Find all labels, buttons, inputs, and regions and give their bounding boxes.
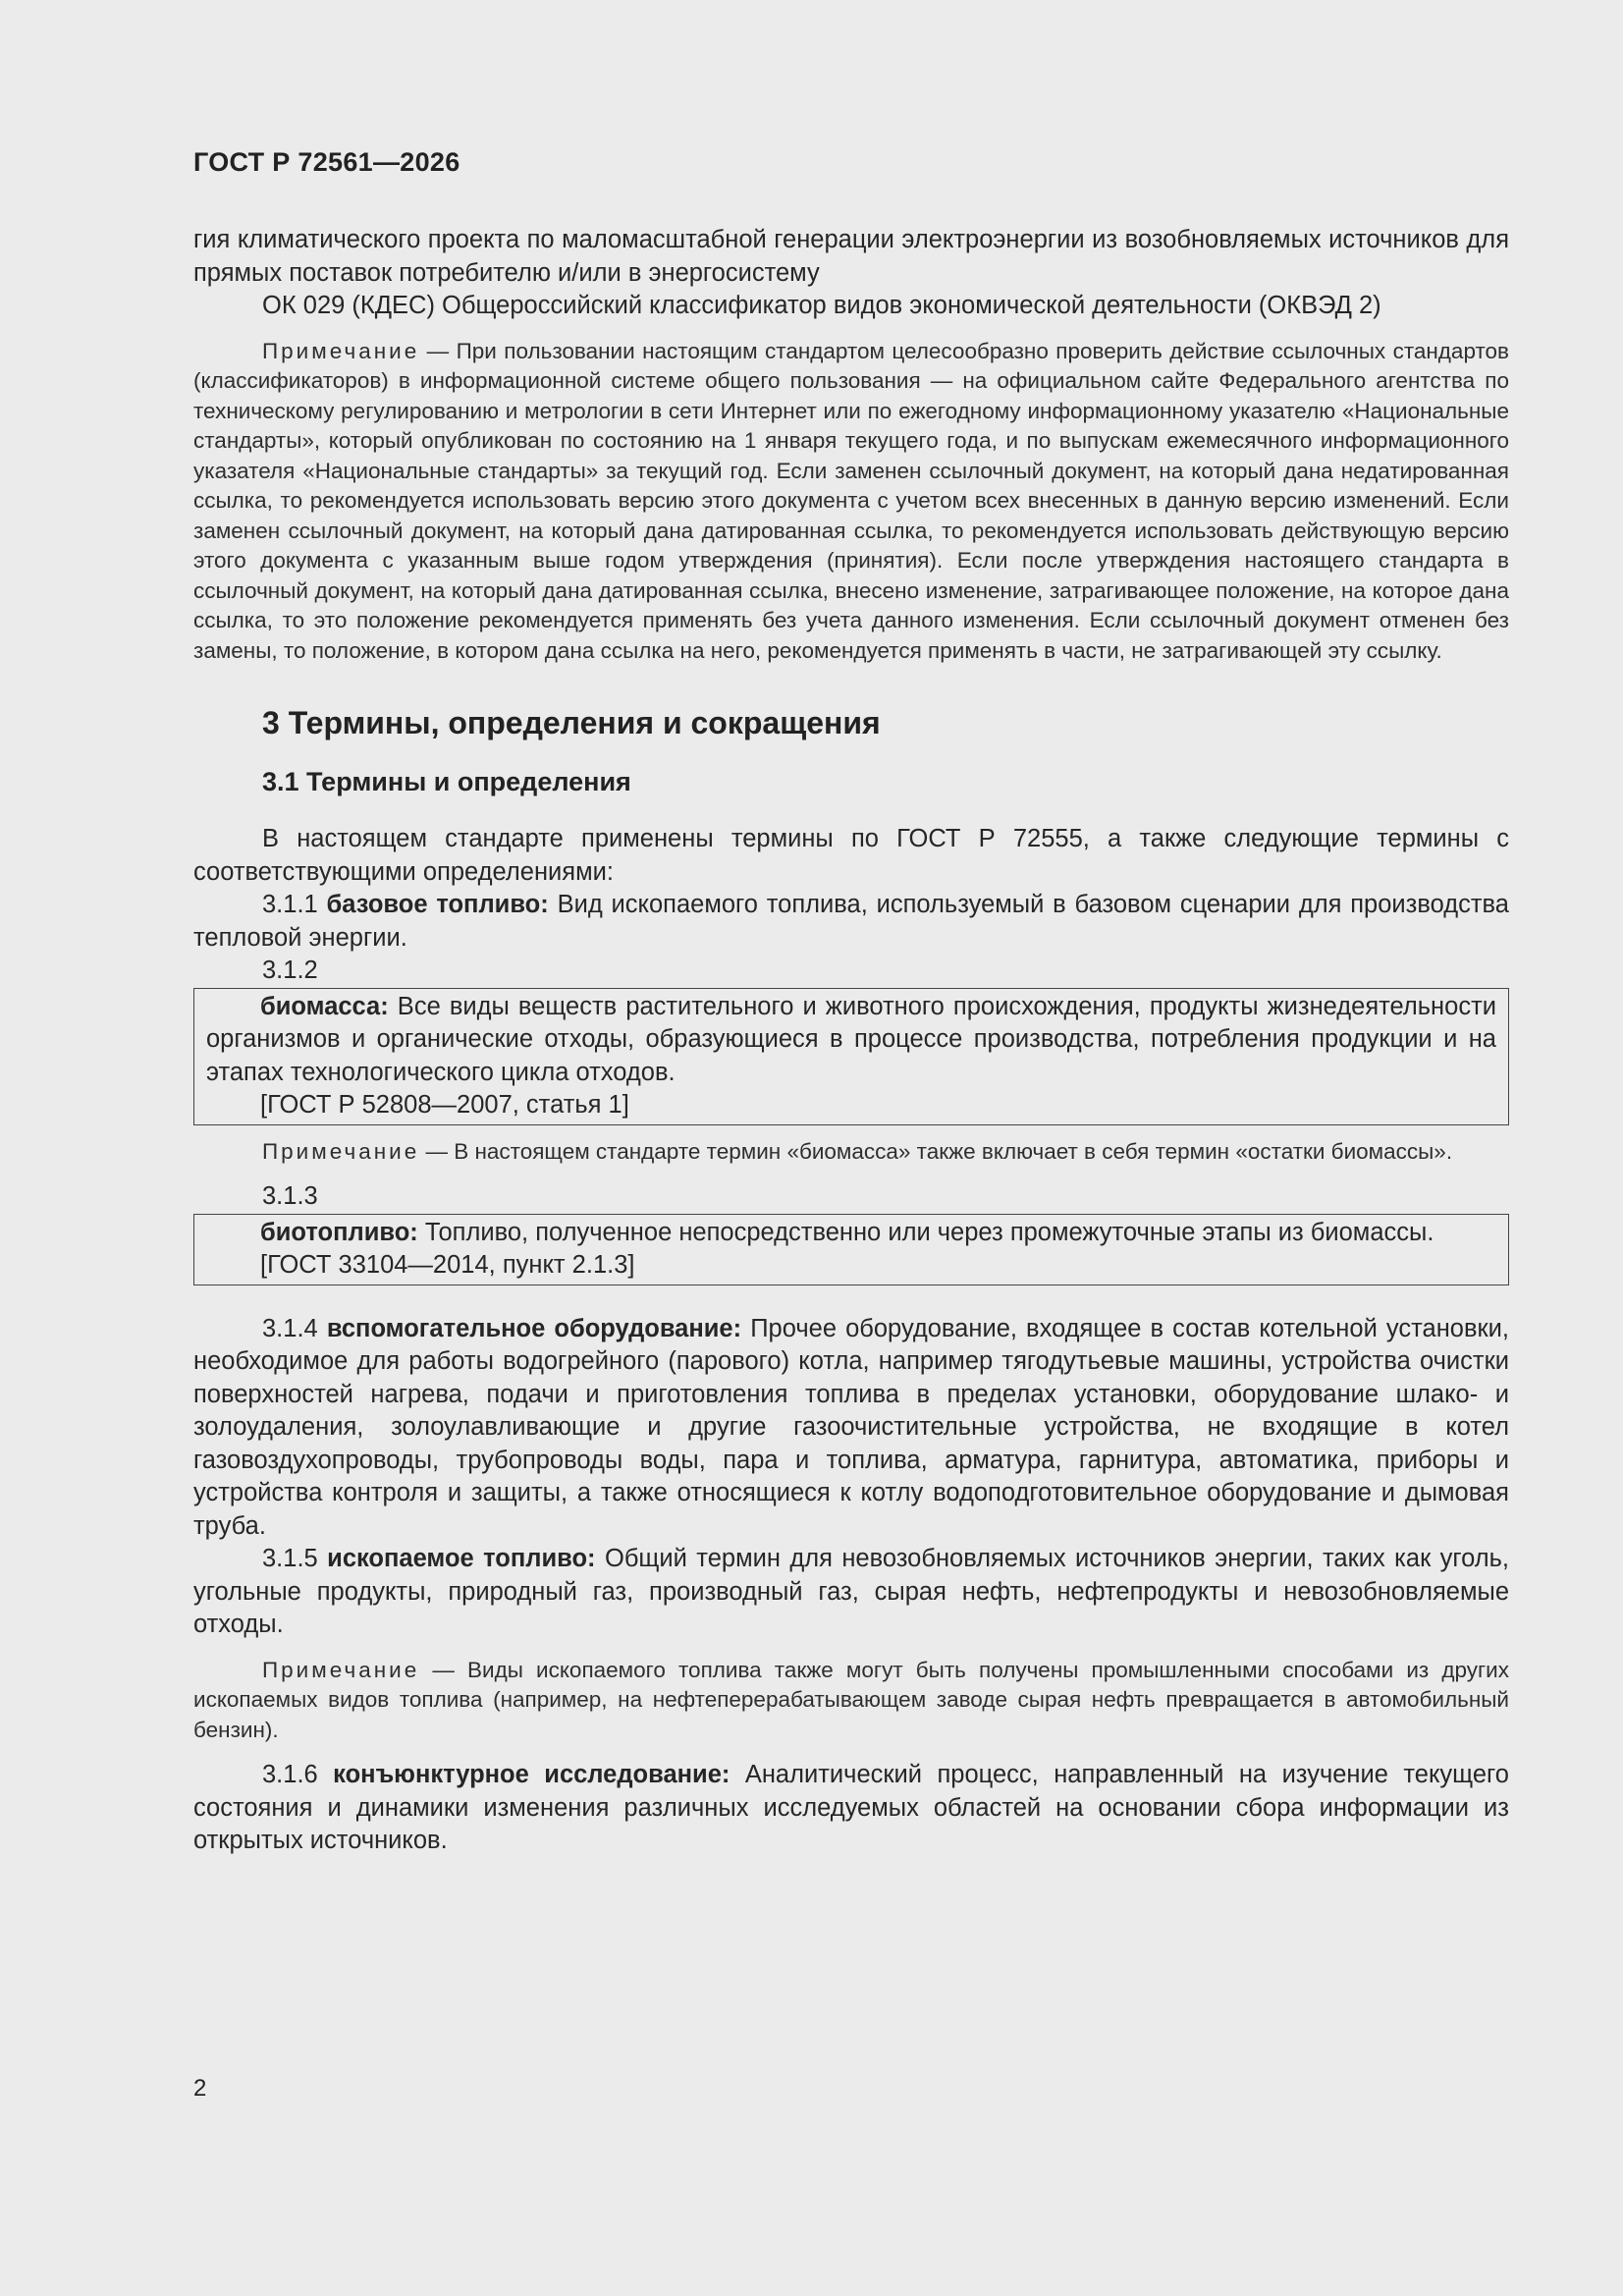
term-name: биотопливо:: [260, 1218, 418, 1246]
note-text: — В настоящем стандарте термин «биомасса» также включает в себя термин «остатки биомассы».: [419, 1138, 1453, 1164]
term-definition: Аналитический процесс, направленный на изучение текущего состояния и динамики изменения различных исследуемых областей на основании сбора информации из открытых источников.: [193, 1761, 1509, 1854]
note-text: — При пользовании настоящим стандартом целесообразно проверить действие ссылочных стандартов (классификаторов) в информационной системе общего пользования — на официальном сайте Федерального агентства по техническому регулированию и метрологии в сети Интернет или по ежегодному информационному указателю «Национальные стандарты», который опубликован по состоянию на 1 января текущего года, и по выпускам ежемесячного информационного указателя «Национальные стандарты» за текущий год. Если заменен ссылочный документ, на который дана недатированная ссылка, то рекомендуется использовать версию этого документа с учетом всех внесенных в данную версию изменений. Если заменен ссылочный документ, на который дана датированная ссылка, то рекомендуется использовать действующую версию этого документа с указанным выше годом утверждения (принятия). Если после утверждения настоящего стандарта в ссылочный документ, на который дана датированная ссылка, внесено изменение, затрагивающее положение, на которое дана ссылка, то это положение рекомендуется применять без учета данного изменения. Если ссылочный документ отменен без замены, то положение, в котором дана ссылка на него, рекомендуется применять в части, не затрагивающей эту ссылку.: [193, 338, 1509, 663]
document-body: [193, 224, 1509, 1858]
term-3-1-5: [193, 1543, 1509, 1642]
note-label: Примечание: [262, 1138, 420, 1164]
note-label: Примечание: [262, 338, 420, 363]
term-3-1-4: [193, 1313, 1509, 1544]
term-box-3-1-3: [193, 1214, 1509, 1285]
section-heading: 3 Термины, определения и сокращения: [262, 705, 881, 740]
term-3-1-1: [193, 889, 1509, 955]
term-3-1-6: [193, 1759, 1509, 1858]
term-box-3-1-2: [193, 988, 1509, 1125]
note-text: — Виды ископаемого топлива также могут быть получены промышленными способами из других ископаемых видов топлива (например, на нефтеперерабатывающем заводе сырая нефть превращается в автомобильный бензин).: [193, 1657, 1509, 1742]
subsection-heading: 3.1 Термины и определения: [262, 767, 631, 796]
term-source: [ГОСТ Р 52808—2007, статья 1]: [260, 1091, 629, 1119]
note-biomass: [193, 1137, 1509, 1168]
term-definition: Все виды веществ растительного и животного происхождения, продукты жизнедеятельности организмов и органические отходы, образующиеся в процессе производства, потребления продукции и на этапах технологического цикла отходов.: [206, 992, 1496, 1086]
term-number-3-1-2: 3.1.2: [262, 957, 318, 984]
term-number: 3.1.4: [262, 1314, 327, 1342]
term-name: биомасса:: [260, 992, 389, 1020]
okved-reference: ОК 029 (КДЕС) Общероссийский классификатор видов экономической деятельности (ОКВЭД 2): [262, 292, 1381, 319]
term-source: [ГОСТ 33104—2014, пункт 2.1.3]: [260, 1251, 635, 1279]
section-intro: В настоящем стандарте применены термины по ГОСТ Р 72555, а также следующие термины с соответствующими определениями:: [193, 825, 1509, 886]
term-name: вспомогательное оборудование:: [326, 1314, 742, 1342]
intro-continuation: гия климатического проекта по маломасштабной генерации электроэнергии из возобновляемых источников для прямых поставок потребителю и/или в энергосистему: [193, 226, 1509, 287]
document-header: ГОСТ Р 72561—2026: [193, 147, 460, 177]
term-definition: Вид ископаемого топлива, используемый в базовом сценарии для производства тепловой энергии.: [193, 891, 1509, 952]
term-number: 3.1.6: [262, 1761, 334, 1788]
term-name: ископаемое топливо:: [327, 1545, 596, 1572]
term-name: конъюнктурное исследование:: [333, 1761, 730, 1788]
term-definition: Топливо, полученное непосредственно или через промежуточные этапы из биомассы.: [417, 1218, 1434, 1246]
note-label: Примечание: [262, 1657, 420, 1682]
page-number: 2: [193, 2075, 207, 2102]
note-references: [193, 337, 1509, 667]
term-number-3-1-3: 3.1.3: [262, 1182, 318, 1210]
term-number: 3.1.5: [262, 1545, 328, 1572]
note-fossil-fuel: [193, 1656, 1509, 1746]
term-number: 3.1.1: [262, 891, 327, 918]
term-name: базовое топливо:: [326, 891, 549, 918]
term-definition: Общий термин для невозобновляемых источников энергии, таких как уголь, угольные продукты, природный газ, производный газ, сырая нефть, нефтепродукты и невозобновляемые отходы.: [193, 1545, 1510, 1638]
term-3-1-3: [206, 1217, 1496, 1250]
term-3-1-2: [206, 991, 1496, 1090]
term-definition: Прочее оборудование, входящее в состав котельной установки, необходимое для работы водогрейного (парового) котла, например тягодутьевые машины, устройства очистки поверхностей нагрева, подачи и приготовления топлива в пределах установки, оборудование шлако- и золоудаления, золоулавливающие и другие газоочистительные устройства, не входящие в котел газовоздухопроводы, трубопроводы воды, пара и топлива, арматура, гарнитура, автоматика, приборы и устройства контроля и защиты, а также относящиеся к котлу водоподготовительное оборудование и дымовая труба.: [193, 1314, 1509, 1540]
